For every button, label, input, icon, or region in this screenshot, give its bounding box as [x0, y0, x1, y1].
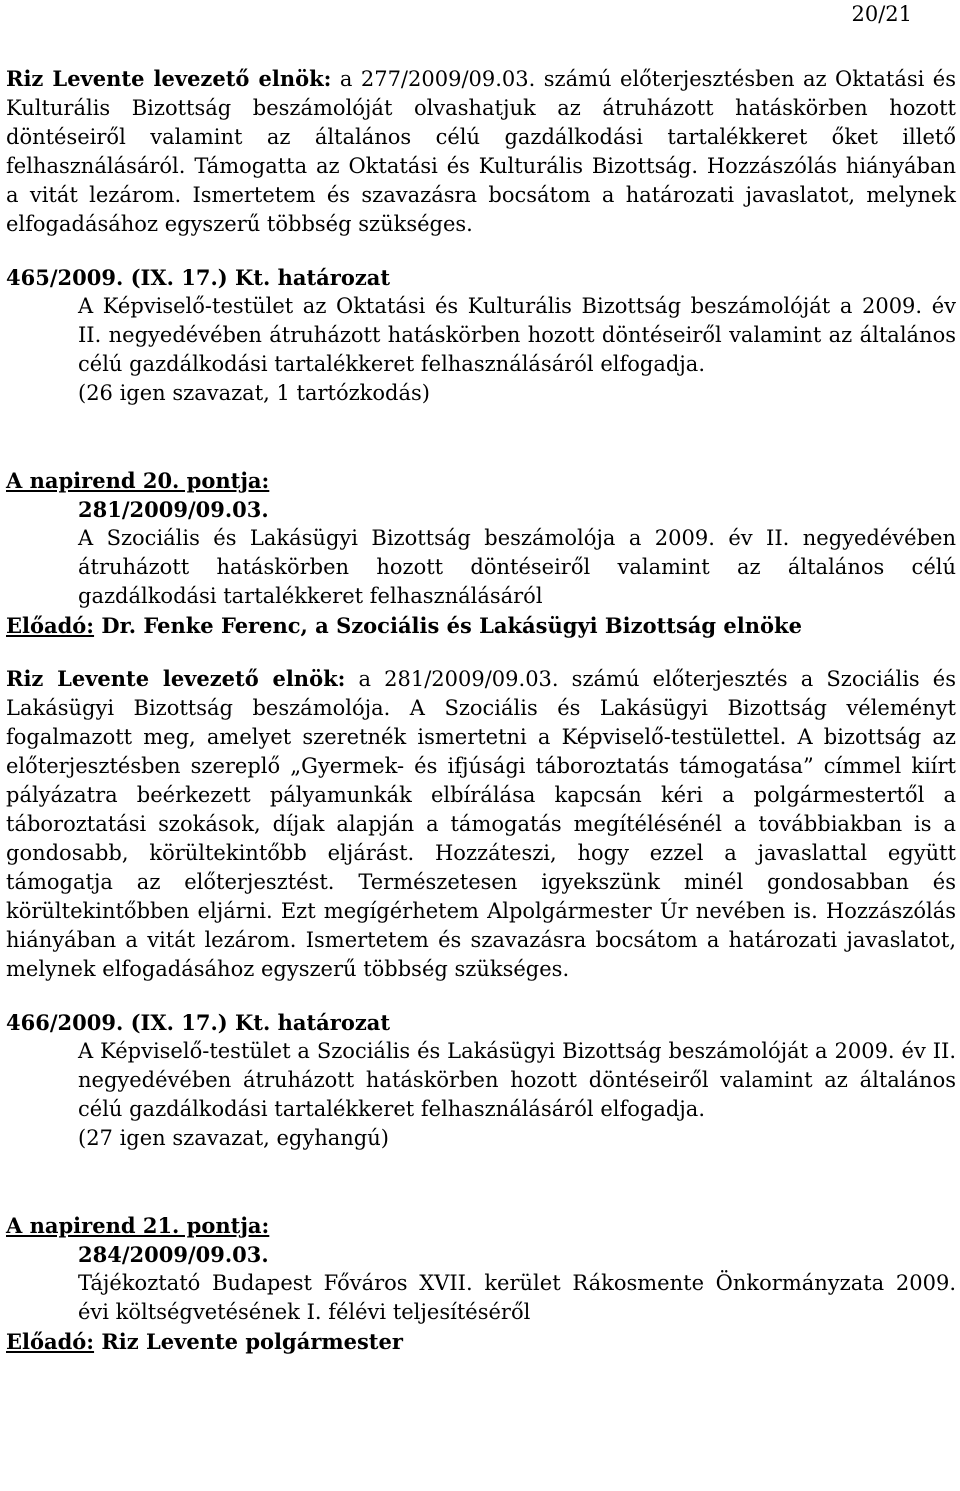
page-number: 20/21: [851, 2, 912, 26]
presenter-name: Riz Levente polgármester: [101, 1329, 403, 1354]
agenda-text: Tájékoztató Budapest Főváros XVII. kerület Rákosmente Önkormányzata 2009. évi költségvetésének I. félévi teljesítéséről: [78, 1271, 956, 1324]
presenter-label: Előadó:: [6, 1329, 95, 1354]
presenter-line: [6, 1327, 956, 1356]
vote-result: (27 igen szavazat, egyhangú): [78, 1126, 389, 1150]
resolution-title: 465/2009. (IX. 17.) Kt. határozat: [6, 265, 391, 290]
presenter-label: Előadó:: [6, 613, 95, 638]
resolution-title: 466/2009. (IX. 17.) Kt. határozat: [6, 1010, 391, 1035]
resolution-body: [6, 292, 956, 408]
presenter-line: [6, 611, 956, 640]
agenda-label: A napirend 21. pontja:: [6, 1213, 270, 1238]
speech-text: a 281/2009/09.03. számú előterjesztés a Szociális és Lakásügyi Bizottság beszámolója. A Szociális és Lakásügyi Bizottság véleményt fogalmazott meg, amelyet szeretnék ismertetni a Képviselő-testülettel. A bizottság az előterjesztésben szereplő „Gyermek- és ifjúsági táboroztatás támogatása” címmel kiírt pályázatra beérkezett pályamunkák elbírálása kapcsán kéri a polgármestertől a táboroztatási szokások, díjak alapján a támogatás megítélésénél a továbbiakban is a gondosabb, körültekintőbb eljárást. Hozzáteszi, hogy ezzel a javaslattal együtt támogatja az előterjesztést. Természetesen igyekszünk minél gondosabban és körültekintőbben eljárni. Ezt megígérhetem Alpolgármester Úr nevében is. Hozzászólás hiányában a vitát lezárom. Ismertetem és szavazásra bocsátom a határozati javaslatot, melynek elfogadásához egyszerű többség szükséges.: [6, 667, 957, 981]
agenda-text: A Szociális és Lakásügyi Bizottság beszámolója a 2009. év II. negyedévében átruházott hatáskörben hozott döntéseiről valamint az általános célú gazdálkodási tartalékkeret felhasználásáról: [78, 526, 956, 608]
vote-result: (26 igen szavazat, 1 tartózkodás): [78, 381, 430, 405]
resolution-body: [6, 1037, 956, 1153]
resolution-text: A Képviselő-testület a Szociális és Lakásügyi Bizottság beszámolóját a 2009. év II. negyedévében átruházott hatáskörben hozott döntéseiről valamint az általános célú gazdálkodási tartalékkeret felhasználásáról elfogadja.: [78, 1039, 956, 1121]
agenda-label: A napirend 20. pontja:: [6, 468, 270, 493]
agenda-reference: 284/2009/09.03.: [78, 1242, 269, 1267]
speaker-name: Riz Levente levezető elnök:: [6, 666, 346, 691]
agenda-reference: 281/2009/09.03.: [78, 497, 269, 522]
speech-text: a 277/2009/09.03. számú előterjesztésben az Oktatási és Kulturális Bizottság beszámolóját olvashatjuk az átruházott hatáskörben hozott döntéseiről valamint az általános célú gazdálkodási tartalékkeret őket illető felhasználásáról. Támogatta az Oktatási és Kulturális Bizottság. Hozzászólás hiányában a vitát lezárom. Ismertetem és szavazásra bocsátom a határozati javaslatot, melynek elfogadásához egyszerű többség szükséges.: [6, 67, 956, 236]
resolution-text: A Képviselő-testület az Oktatási és Kulturális Bizottság beszámolóját a 2009. év II. negyedévében átruházott hatáskörben hozott döntéseiről valamint az általános célú gazdálkodási tartalékkeret felhasználásáról elfogadja.: [78, 294, 956, 376]
document-body: [6, 64, 956, 1356]
speaker-name: Riz Levente levezető elnök:: [6, 66, 332, 91]
presenter-name: Dr. Fenke Ferenc, a Szociális és Lakásügyi Bizottság elnöke: [101, 613, 802, 638]
agenda-item: [6, 495, 956, 611]
agenda-item: [6, 1240, 956, 1327]
speech-paragraph: [6, 64, 956, 239]
speech-paragraph: [6, 664, 956, 984]
